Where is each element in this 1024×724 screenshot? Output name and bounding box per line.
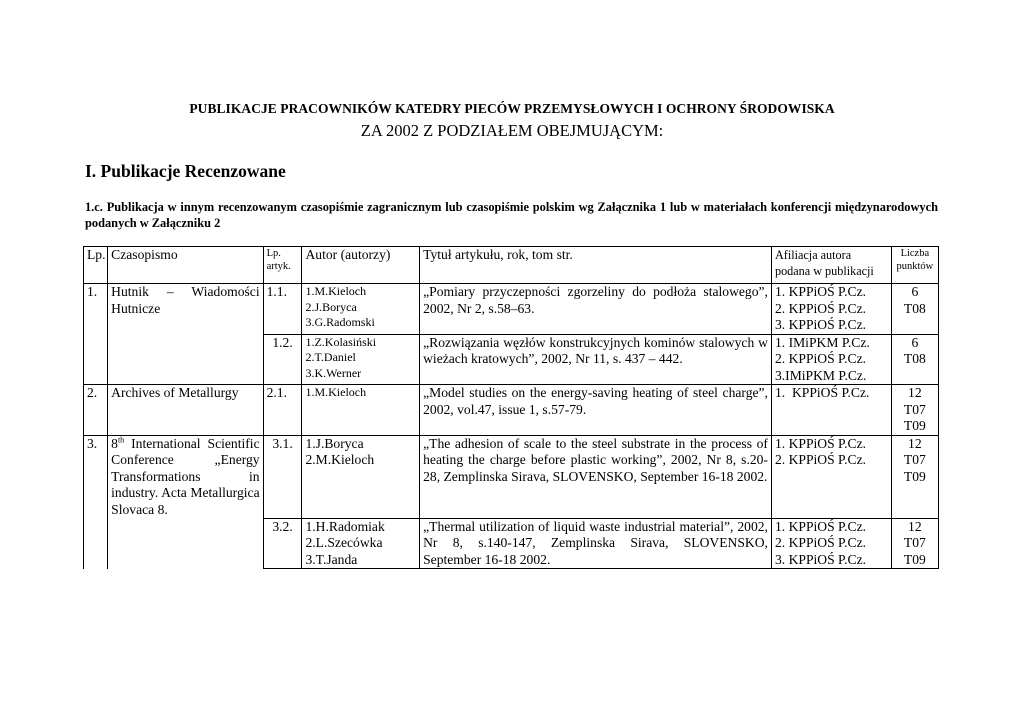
article-affiliations [771,385,891,436]
points-value: 6 [911,284,919,299]
article-title: „Rozwiązania węzłów konstrukcyjnych kominów stalowych w wieżach kratowych”, 2002, Nr 11, s. 437 – 442. [420,334,772,385]
article-lp: 1.1. [263,284,302,335]
header-afiliacja: Afiliacja autora podana w publikacji [771,247,891,284]
document-title: PUBLIKACJE PRACOWNIKÓW KATEDRY PIECÓW PRZEMYSŁOWYCH I OCHRONY ŚRODOWISKA [189,101,835,116]
points-code: T08 [903,351,926,366]
points-value: 12 [908,518,922,534]
article-title: „The adhesion of scale to the steel substrate in the process of heating the charge before plastic working”, 2002, Nr 8, s.20-28, Zemplinska Sirava, SLOVENSKO, September 16-18 2002. [420,435,772,518]
article-points [891,284,938,335]
affiliation: 3. KPPiOŚ P.Cz. [774,551,867,567]
conference-number: 8 [111,435,118,451]
points-value: 12 [908,385,922,400]
article-authors [302,435,420,518]
affiliation: 3. KPPiOŚ P.Cz. [774,317,867,332]
points-code: T09 [903,468,926,484]
author: 2.M.Kieloch [305,452,375,467]
author: 1.Z.Kolasiński [305,334,377,349]
article-title: „Pomiary przyczepności zgorzeliny do podłoża stalowego”, 2002, Nr 2, s.58–63. [420,284,772,335]
header-tytul: Tytuł artykułu, rok, tom str. [420,247,772,284]
affiliation: 2. KPPiOŚ P.Cz. [774,300,867,316]
header-lp-artyk: Lp. artyk. [263,247,302,284]
article-affiliations [771,435,891,518]
author: 3.K.Werner [305,365,362,380]
points-code: T07 [903,452,926,467]
document-subtitle: ZA 2002 Z PODZIAŁEM OBEJMUJĄCYM: [360,121,664,140]
author: 2.J.Boryca [305,299,357,314]
article-lp: 3.1. [263,435,302,518]
affiliation: 2. KPPiOŚ P.Cz. [774,351,867,366]
points-value: 6 [911,334,919,350]
article-affiliations [771,284,891,335]
points-code: T08 [903,300,926,316]
group-lp: 2. [84,385,108,436]
author: 1.M.Kieloch [305,385,367,399]
table-header-row [84,247,939,284]
section-heading: I. Publikacje Recenzowane [85,161,286,181]
affiliation: 1. KPPiOŚ P.Cz. [774,518,867,534]
group-lp: 1. [84,284,108,385]
table-row [84,385,939,436]
author: 2.L.Szecówka [305,535,383,550]
group-lp: 3. [84,435,108,569]
header-punkty: Liczba punktów [891,247,938,284]
article-authors [302,518,420,569]
article-lp: 2.1. [263,385,302,436]
group-czasopismo [108,435,263,569]
affiliation: 2. KPPiOŚ P.Cz. [774,535,867,550]
article-authors [302,385,420,436]
article-points [891,385,938,436]
points-value: 12 [908,435,922,451]
article-authors [302,334,420,385]
article-title: „Model studies on the energy-saving heating of steel charge”, 2002, vol.47, issue 1, s.57-79. [420,385,772,436]
group-czasopismo: Hutnik – Wiadomości Hutnicze [108,284,263,385]
points-code: T07 [903,535,926,550]
affiliation: 3.IMiPKM P.Cz. [774,367,867,383]
article-lp: 1.2. [263,334,302,385]
conference-ordinal: th [117,434,125,444]
conference-name: International Scientific Conference „Energy Transformations in industry. Acta Metallurgica Slovaca 8. [111,435,260,517]
group-czasopismo: Archives of Metallurgy [108,385,263,436]
affiliation: 1. KPPiOŚ P.Cz. [774,284,867,299]
article-points [891,334,938,385]
publications-table [83,246,939,569]
affiliation: 2. KPPiOŚ P.Cz. [774,452,867,467]
article-affiliations [771,334,891,385]
points-code: T09 [903,418,926,433]
article-affiliations [771,518,891,569]
points-code: T07 [903,401,926,417]
points-code: T09 [903,551,926,567]
author: 1.J.Boryca [305,435,364,451]
author: 1.H.Radomiak [305,518,385,534]
article-authors [302,284,420,335]
table-row [84,284,939,335]
author: 2.T.Daniel [305,350,356,364]
header-autor: Autor (autorzy) [302,247,420,284]
author: 3.T.Janda [305,551,358,567]
section-description: 1.c. Publikacja w innym recenzowanym czasopiśmie zagranicznym lub czasopiśmie polskim wg Załącznika 1 lub w materiałach konferencji międzynarodowych podanych w Załączniku 2 [85,200,938,230]
table-row [84,435,939,518]
header-lp: Lp. [84,247,108,284]
affiliation: 1. KPPiOŚ P.Cz. [774,385,870,400]
author: 1.M.Kieloch [305,284,367,298]
article-lp: 3.2. [263,518,302,569]
article-points [891,435,938,518]
affiliation: 1. KPPiOŚ P.Cz. [774,435,867,451]
article-title: „Thermal utilization of liquid waste industrial material”, 2002, Nr 8, s.140-147, Zemplinska Sirava, SLOVENSKO, September 16-18 2002. [420,518,772,569]
author: 3.G.Radomski [305,315,375,329]
article-points [891,518,938,569]
header-czasopismo: Czasopismo [108,247,263,284]
affiliation: 1. IMiPKM P.Cz. [774,334,870,350]
